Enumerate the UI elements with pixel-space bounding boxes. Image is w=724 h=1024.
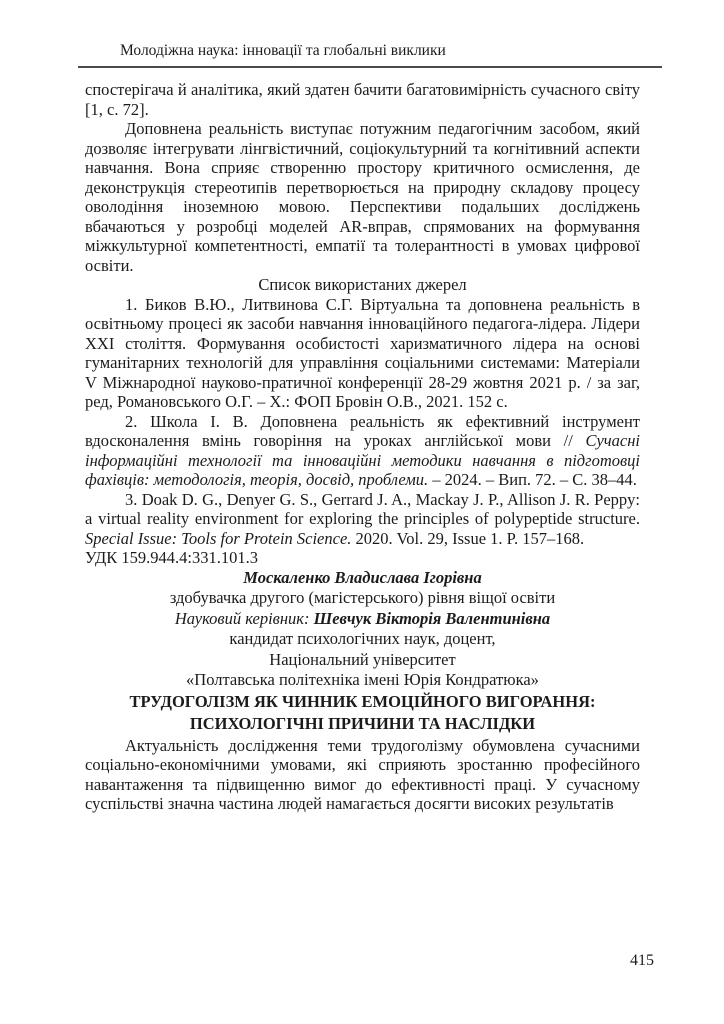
page-number: 415	[630, 952, 654, 969]
affiliation-line-1: Національний університет	[269, 649, 456, 669]
affiliation-line-2: «Полтавська політехніка імені Юрія Кондратюка»	[186, 670, 539, 689]
references-heading: Список використаних джерел	[258, 275, 467, 294]
author-block	[85, 568, 640, 691]
author-name: Москаленко Владислава Ігорівна	[243, 567, 482, 587]
article-title-line-1: ТРУДОГОЛІЗМ ЯК ЧИННИК ЕМОЦІЙНОГО ВИГОРАННЯ:	[129, 691, 596, 711]
reference-2-tail: – 2024. – Вип. 72. – С. 38–44.	[428, 470, 637, 489]
supervisor-label: Науковий керівник:	[174, 608, 314, 628]
paragraph-intro: Актуальність дослідження теми трудоголізму обумовлена сучасними соціально-економічними умовами, які сприяють зростанню професійного навантаження та підвищенню вимог до ефективності праці. У сучасному суспільстві значна частина людей намагається досягти високих результатів	[85, 735, 640, 813]
udc-code: УДК 159.944.4:331.101.3	[85, 548, 258, 567]
reference-item-1	[85, 295, 640, 412]
supervisor-degree: кандидат психологічних наук, доцент,	[229, 629, 496, 648]
article-title	[85, 691, 640, 736]
supervisor-line	[85, 609, 640, 630]
running-header-title: Молодіжна наука: інновації та глобальні виклики	[120, 42, 446, 59]
author-role: здобувачка другого (магістерського) рівня віщої освіти	[169, 588, 556, 607]
supervisor-name: Шевчук Вікторія Валентинівна	[313, 608, 551, 628]
reference-item-2	[85, 412, 640, 490]
reference-3-source-title: Special Issue: Tools for Protein Science.	[85, 528, 352, 548]
running-header	[78, 42, 662, 68]
reference-3-tail: 2020. Vol. 29, Issue 1. P. 157–168.	[351, 528, 585, 548]
article-title-line-2: ПСИХОЛОГІЧНІ ПРИЧИНИ ТА НАСЛІДКИ	[189, 714, 536, 733]
reference-1-text: 1. Биков В.Ю., Литвинова С.Г. Віртуальна та доповнена реальність в освітньому процесі як засоби навчання інноваційного педагога-лідера. Лідери XXI століття. Формування особистості харизматичного лідера на основі гуманітарних технологій для управління соціальними системами: Матеріали V Міжнародної науково-пратичної конференції 28-29 жовтня 2021 р. / за заг, ред, Романовського О.Г. – Х.: ФОП Бровін О.В., 2021. 152 с.	[85, 294, 640, 411]
reference-2-lead: 2. Школа І. В. Доповнена реальність як ефективний інструмент вдосконалення вмінь говоріння на уроках англійської мови //	[85, 411, 640, 450]
reference-item-3	[85, 490, 640, 549]
reference-2-source-title: Сучасні інформаційні технології та інноваційні методики навчання в підготовці фахівців: методологія, теорія, досвід, проблеми.	[85, 431, 640, 489]
paragraph-conclusion: Доповнена реальність виступає потужним педагогічним засобом, який дозволяє інтегрувати лінгвістичний, соціокультурний та когнітивний аспекти навчання. Вона сприяє створенню простору критичного осмислення, де деконструкція стереотипів перетворюється на природну складову процесу оволодіння іноземною мовою. Перспективи подальших досліджень вбачаються у розробці моделей AR-вправ, спрямованих на формування міжкультурної компетентності, емпатії та толерантності в умовах цифрової освіти.	[85, 119, 640, 275]
page-content	[85, 80, 640, 814]
paragraph-continuation: спостерігача й аналітика, який здатен бачити багатовимірність сучасного світу [1, с. 72].	[85, 80, 640, 119]
reference-3-lead: 3. Doak D. G., Denyer G. S., Gerrard J. A., Mackay J. P., Allison J. R. Peppy: a virtual reality environment for exploring the principles of polypeptide structure.	[85, 489, 640, 528]
